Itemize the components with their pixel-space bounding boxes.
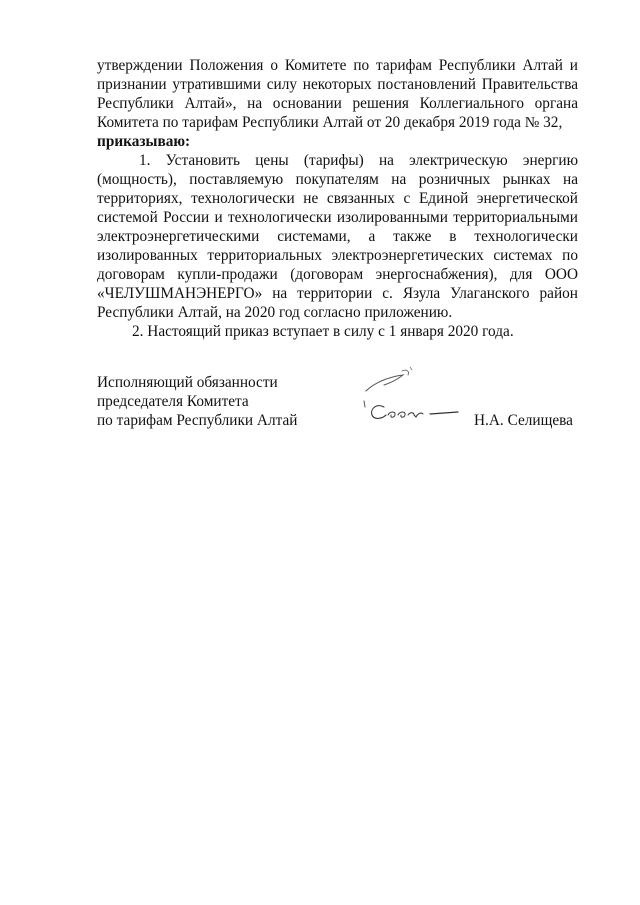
clause-1-line: изолированных территориальных электроэнергетических системах по [97,247,578,264]
signatory-block [97,373,578,430]
body-line: Республики Алтай», на основании решения Коллегиального органа [97,95,578,112]
clause-1-line: 1. Установить цены (тарифы) на электрическую энергию [139,152,578,169]
clause-1-line: договорам купли-продажи (договорам энергоснабжения), для ООО [97,266,578,283]
handwritten-signature [348,365,468,427]
signatory-title-line: Исполняющий обязанности [97,374,278,391]
order-body [97,56,578,341]
clause-1-line: системой России и технологически изолированными территориальными [97,209,578,226]
signatory-title-line: по тарифам Республики Алтай [97,412,298,429]
body-line: утверждении Положения о Комитете по тарифам Республики Алтай и [97,57,578,74]
clause-1-line: территориях, технологически не связанных с Единой энергетической [97,190,578,207]
signatory-title-line: председателя Комитета [97,393,249,410]
order-keyword: приказываю: [97,133,191,150]
clause-1-line: (мощность), поставляемую покупателям на розничных рынках на [97,171,578,188]
signatory-name: Н.А. Селищева [474,412,573,429]
clause-1-line: Республики Алтай, на 2020 год согласно приложению. [97,304,453,321]
body-line: Комитета по тарифам Республики Алтай от 20 декабря 2019 года № 32, [97,114,563,131]
body-line: признании утратившими силу некоторых постановлений Правительства [97,76,578,93]
clause-1-line: «ЧЕЛУШМАНЭНЕРГО» на территории с. Язула Улаганского район [97,285,578,302]
clause-2-line: 2. Настоящий приказ вступает в силу с 1 января 2020 года. [132,323,514,340]
clause-1-line: электроэнергетическими системами, а также в технологически [97,228,578,245]
